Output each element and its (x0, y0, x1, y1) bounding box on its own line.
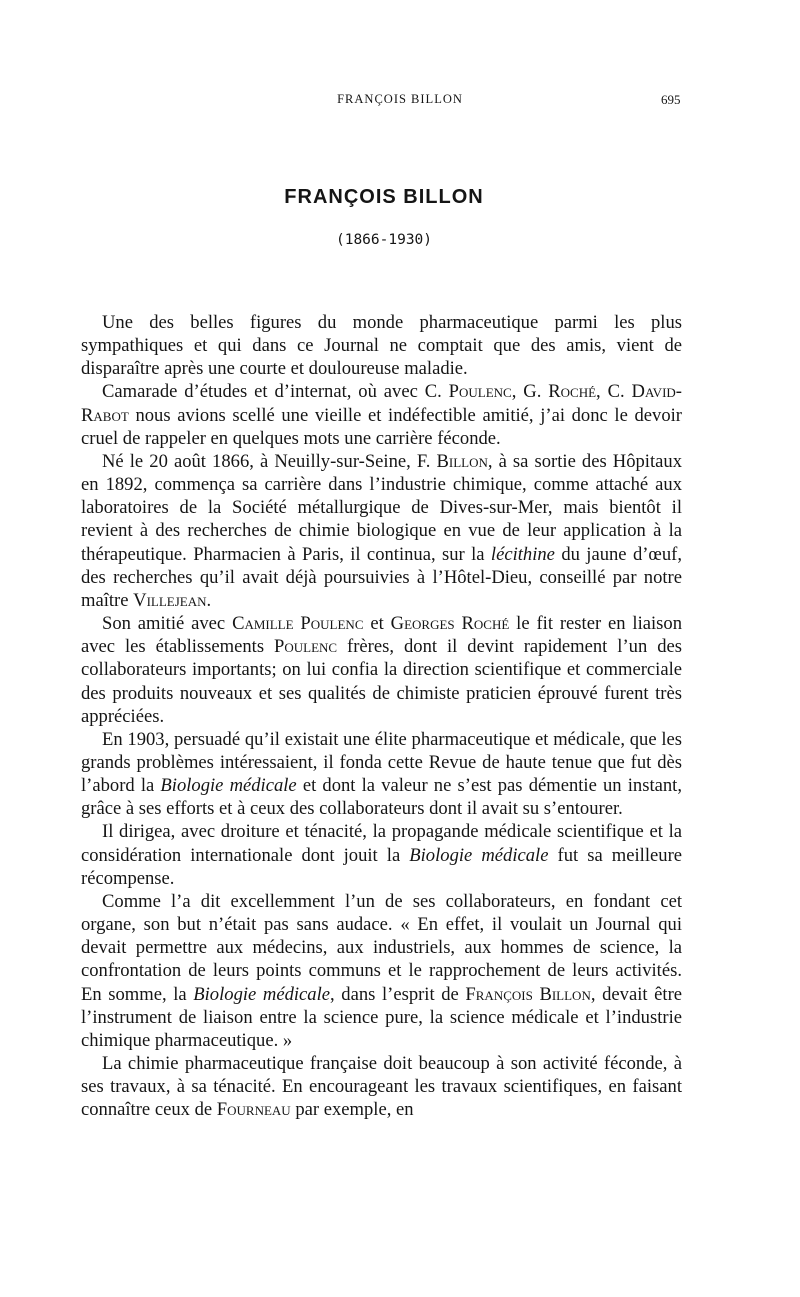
page-number: 695 (661, 92, 681, 107)
text-run: Son amitié avec (102, 613, 233, 635)
journal-title: Biologie médicale (160, 775, 297, 797)
journal-title: Biologie médicale (193, 983, 331, 1005)
person-name: Poulenc (274, 636, 338, 658)
text-run: du jaune d’œuf, des recherches qu’il avait déjà poursuivies à l’Hôtel-Dieu, conseillé par notre maître (81, 543, 682, 611)
person-name: Poulenc (448, 381, 512, 403)
text-run: frères, dont il devint rapidement l’un des collaborateurs importants; on lui confia la direction scientifique et commerciale des produits nouveaux et ses qualités de chimiste praticien éprouvé furent très appréciées. (81, 636, 682, 727)
paragraph-7 (81, 890, 682, 1052)
text-run: Il dirigea, avec droiture et ténacité, la propagande médicale scientifique et la considération internationale dont jouit la (81, 821, 682, 866)
text-run: fut sa meilleure récompense. (81, 844, 683, 889)
text-run: , G. (511, 381, 549, 403)
paragraph-5 (81, 728, 682, 821)
text-run: par exemple, en (290, 1099, 414, 1121)
text-run: le fit rester en liaison avec les établissements (81, 613, 683, 658)
text-run: nous avions scellé une vieille et indéfectible amitié, j’ai donc le devoir cruel de rappeler en quelques mots une carrière féconde. (81, 404, 682, 449)
paragraph-6 (81, 820, 682, 889)
text-run: et dont la valeur ne s’est pas démentie un instant, grâce à ses efforts et à ceux des collaborateurs dont il avait su s’entourer. (81, 775, 682, 820)
paragraph-1: Une des belles figures du monde pharmaceutique parmi les plus sympathiques et qui dans ce Journal ne comptait que des amis, vient de disparaître après une courte et douloureuse maladie. (81, 312, 682, 380)
text-run: , dans l’esprit de (330, 983, 466, 1005)
person-name: Georges Roché (390, 613, 510, 635)
text-run: En 1903, persuadé qu’il existait une élite pharmaceutique et médicale, que les grands problèmes intéressaient, il fonda cette Revue de haute tenue que fut dès l’abord la (81, 728, 682, 797)
text-run: La chimie pharmaceutique française doit beaucoup à son activité féconde, à ses travaux, à sa ténacité. En encourageant les travaux scientifiques, en faisant connaître ceux de (81, 1053, 682, 1121)
person-name: Fourneau (216, 1099, 291, 1121)
text-run: , C. (596, 381, 632, 403)
text-run: Comme l’a dit excellemment l’un de ses collaborateurs, en fondant cet organe, son but n’était pas sans audace. « En effet, il voulait un Journal qui devait permettre aux médecins, aux industriels, aux hommes de science, la confrontation de leurs points communs et le rapprochement de leurs activités. En somme, la (81, 890, 682, 1005)
person-name: Villejean (133, 589, 207, 611)
paragraph-8 (81, 1052, 682, 1121)
person-name: Billon (436, 450, 488, 472)
person-name: Camille Poulenc (232, 613, 364, 635)
text-run: . (206, 589, 212, 611)
paragraph-3 (81, 450, 682, 612)
article-body (81, 311, 682, 1121)
paragraph-4 (81, 612, 682, 728)
text-run: Camarade d’études et d’internat, où avec C. (102, 381, 449, 403)
text-run: et (363, 613, 391, 635)
paragraph-2 (81, 380, 682, 449)
person-name: David-Rabot (81, 381, 682, 426)
running-title: FRANÇOIS BILLON (337, 92, 463, 106)
person-name: Roché (548, 381, 597, 403)
italic-term: lécithine (490, 543, 555, 565)
journal-title: Biologie médicale (409, 844, 549, 866)
text-run: , devait être l’instrument de liaison entre la science pure, la science médicale et l’industrie chimique pharmaceutique. » (81, 983, 683, 1051)
article-title: FRANÇOIS BILLON (284, 186, 484, 208)
text-run: Né le 20 août 1866, à Neuilly-sur-Seine, F. (102, 450, 437, 472)
text-run: , à sa sortie des Hôpitaux en 1892, commença sa carrière dans l’industrie chimique, comme attaché aux laboratoires de la Société métallurgique de Dives-sur-Mer, mais bientôt il revient à des recherches de chimie biologique en vue de leur application à la thérapeutique. Pharmacien à Paris, il continua, sur la (81, 450, 682, 565)
life-dates: (1866-1930) (335, 232, 433, 248)
person-name: François Billon (465, 983, 591, 1005)
